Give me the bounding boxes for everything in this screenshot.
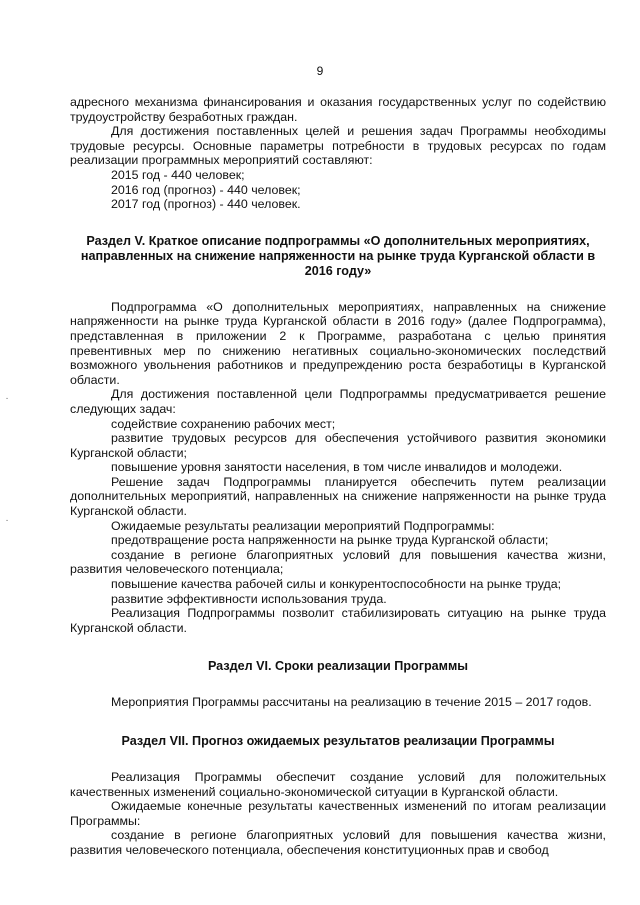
subprogram-results-intro: Ожидаемые результаты реализации мероприятий Подпрограммы:: [111, 518, 495, 533]
resource-year-2016: 2016 год (прогноз) - 440 человек;: [111, 182, 301, 197]
page-number: 9: [316, 64, 324, 78]
section-v-paragraph-1: Подпрограмма «О дополнительных мероприятиях, направленных на снижение напряженности на рынке труда Курганской области в 2016 году» (далее Подпрограмма), представленная в приложении 2 к Программе, разработана с целью принятия превентивных мер по снижению негативных социально-экономических последствий возможного увольнения работников и предупреждению роста безработицы в Курганской области.: [70, 299, 606, 387]
scan-edge-mark: ·: [5, 515, 9, 526]
section-vii-heading: Раздел VII. Прогноз ожидаемых результатов реализации Программы: [121, 734, 555, 748]
section-v-paragraph-2: Для достижения поставленной цели Подпрограммы предусматривается решение следующих задач:: [70, 387, 606, 416]
scan-edge-mark: ·: [5, 393, 9, 404]
subprogram-solution: Решение задач Подпрограммы планируется обеспечить путем реализации дополнительных мероприятий, направленных на снижение напряженности на рынке труда Курганской области.: [70, 474, 606, 519]
subprogram-task-3: повышение уровня занятости населения, в том числе инвалидов и молодежи.: [111, 460, 563, 475]
section-v-heading: Раздел V. Краткое описание подпрограммы «О дополнительных мероприятиях, направленных на снижение напряженности на рынке труда Курганской области в 2016 году»: [80, 233, 596, 278]
section-vii-paragraph-2: Ожидаемые конечные результаты качественных изменений по итогам реализации Программы:: [70, 799, 606, 828]
subprogram-task-2: развитие трудовых ресурсов для обеспечения устойчивого развития экономики Курганской области;: [70, 431, 606, 460]
subprogram-result-3: повышение качества рабочей силы и конкурентоспособности на рынке труда;: [111, 577, 562, 592]
section-vii-paragraph-1: Реализация Программы обеспечит создание условий для положительных качественных изменений социально-экономической ситуации в Курганской области.: [70, 770, 606, 799]
subprogram-result-2: создание в регионе благоприятных условий для повышения качества жизни, развития человеческого потенциала;: [70, 547, 606, 577]
section-vi-paragraph: Мероприятия Программы рассчитаны на реализацию в течение 2015 – 2017 годов.: [111, 695, 592, 710]
intro-paragraph: адресного механизма финансирования и оказания государственных услуг по содействию трудоустройству безработных граждан.: [70, 95, 606, 124]
section-vii-last-line: создание в регионе благоприятных условий для повышения качества жизни, развития человеческого потенциала, обеспечения конституционных прав и свобод: [70, 828, 606, 857]
section-vi-heading: Раздел VI. Сроки реализации Программы: [207, 659, 469, 674]
resources-paragraph: Для достижения поставленных целей и решения задач Программы необходимы трудовые ресурсы. Основные параметры потребности в трудовых ресурсах по годам реализации программных мероприятий составляют:: [70, 124, 606, 168]
resource-year-2017: 2017 год (прогноз) - 440 человек.: [111, 197, 301, 212]
resource-year-2015: 2015 год - 440 человек;: [111, 167, 245, 182]
subprogram-result-1: предотвращение роста напряженности на рынке труда Курганской области;: [111, 533, 549, 548]
subprogram-closing: Реализация Подпрограммы позволит стабилизировать ситуацию на рынке труда Курганской области.: [70, 606, 606, 635]
document-content: [70, 95, 606, 858]
subprogram-task-1: содействие сохранению рабочих мест;: [111, 416, 336, 431]
subprogram-result-4: развитие эффективности использования труда.: [111, 591, 387, 606]
